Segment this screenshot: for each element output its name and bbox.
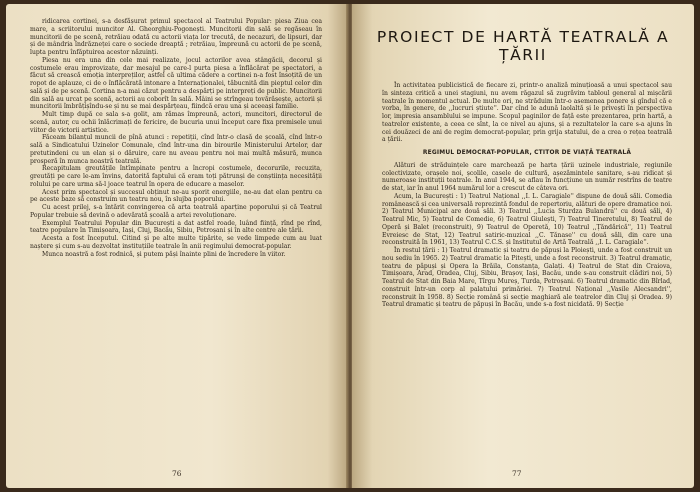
page-number-right: 77 xyxy=(512,469,522,478)
paragraph: ridicarea cortinei, s-a desfășurat primul spectacol al Teatrului Popular: piesa Ziua cea mare, a scriitorului muncitor Al. Gheorghiu-Pogonești. Muncitorii din sală se regăseau în muncitorii de pe scenă, retrăiau odată cu actorii viața lor trecută, de necazuri, de lipsuri, dar și de mândria îndrăzneței care o sociede dreaptă ; retrăiau, împreună cu actorii de pe scenă, lupta pentru înfăptuirea acestor năzuinți. xyxy=(30,18,322,56)
paragraph: Acest prim spectacol și succesul obținut ne-au sporit energiile, ne-au dat elan pentru ca pe aceste baze să construim un teatru nou, în slujba poporului. xyxy=(30,188,322,204)
paragraph: Munca noastră a fost rodnică, și putem păși înainte plini de încredere în viitor. xyxy=(42,250,286,258)
left-page-text xyxy=(30,18,322,258)
paragraph: Alături de străduințele care marchează pe harta țării uzinele industriale, regiunile colectivizate, orașele noi, școlile, casele de cultură, așezămintele sanitare, s-au ridicat și numeroase instituții teatrale. În anul 1944, se aflau în funcțiune un număr restrîns de teatre de stat, iar în anul 1964 numărul lor a crescut de câteva ori. xyxy=(382,161,672,192)
right-page xyxy=(352,4,694,488)
intro-paragraph: În activitatea publicistică de fiecare zi, printr-o analiză minuțioasă a unui spectacol sau în sinteza critică a unei stagiuni, nu avem răgazul să zugrăvim tabloul general al mișcării teatrale în momentul actual. De multe ori, ne străduim într-o asemenea ponere și gîndul că e vorba, în genere, de ,,lucruri știute''. Dar cînd le adună laolaltă și le privești în perspectiva lor, impresia ansamblului se impune. Scopul paginilor de față este prezentarea, prin hartă, a teatrelor existente, a ceea ce sînt, la ce nivel au ajuns, și a rezultatelor la care s-a ajuns în cei douăzeci de ani de regim democrat-popular, prin grija statului, de a crea o rețea teatrală a țării. xyxy=(382,82,672,144)
section-heading: REGIMUL DEMOCRAT-POPULAR, CTITOR DE VIAȚĂ TEATRALĂ xyxy=(422,150,632,156)
paragraph: Mult timp după ce sala s-a golit, am rămas împreună, actori, muncitori, directorul de scenă, autor, cu ochii înlăcrimați de fericire, de bucuria unui început care fixa premisele unui viitor de victorii artistice. xyxy=(30,111,322,134)
paragraph: Cu acest prilej, s-a întărit convingerea că arta teatrală aparține poporului și că Teatrul Popular trebuie să devină o adevărată școală a artei revoluționare. xyxy=(30,204,322,219)
paragraph: Piesa nu era una din cele mai realizate, jocul actorilor avea stângăcii, decorul și costumele erau improvizate, dar mesajul pe care-l purta piesa a înflăcărat pe spectatori, a făcut să crească emoția interpreților, astfel că ultima cădere a cortinei n-a fost însoțită de un ropot de aplauze, ci de o înflăcărată intonare a Internaționalei, tăbucnită din pieptul celor din sală și de pe scenă. Cortina n-a mai căzut pentru a despărți pe interpreți de public. Muncitorii din sală au urcat pe scenă, actorii au coborît în sală. Mâini se strîngeau tovărășește, actorii și muncitorii îmbrățișîndu-se și nu se mai despărțeau, fiindcă erau una și aceeași familie. xyxy=(30,56,322,111)
paragraph: Acesta a fost începutul. Citind și pe alte multe tipărite, se vede limpede cum au luat naștere și cum s-au dezvoltat instituțiile teatrale în anii regimului democrat-popular. xyxy=(30,235,322,250)
paragraph: Făceam bilanțul muncii de pînă atunci : repetiții, cînd într-o clasă de școală, cînd într-o sală a Sindicatului Uzinelor Comunale, cînd într-una din birourile Ministerului Artelor, dar pretutindeni cu un elan și o dăruire, care nu aveau pentru noi mai multă măsură, munca prosperă în munca noastră teatrală. xyxy=(30,134,322,165)
paragraph: Exemplul Teatrului Popular din București a dat astfel roade, luând ființă, rînd pe rînd, teatre populare în Timișoara, Iași, Cluj, Bacău, Sibiu, Petroșani și în alte centre ale țării. xyxy=(30,219,322,235)
book-spread xyxy=(6,4,694,488)
page-number-left: 76 xyxy=(172,469,182,478)
paragraph: Acum, la București : 1) Teatrul Național ,,I. L. Caragiale'' dispune de două săli. Comedia românească și cea universală reprezintă fondul de repertoriu, alături de opere dramatice noi. 2) Teatrul Municipal are două săli. 3) Teatrul ,,Lucia Sturdza Bulandra'' cu două săli, 4) Teatrul Mic, 5) Teatrul de Comedie, 6) Teatrul Giulești, 7) Teatrul Tineretului, 8) Teatrul de Operă și Balet (reconstruit), 9) Teatrul de Operetă, 10) Teatrul ,,Țăndărică'', 11) Teatrul Evreiesc de Stat, 12) Teatrul satiric-muzical ,,C. Tănase'' cu două săli, din care una reconstruită în 1961, 13) Teatrul C.C.S. și Institutul de Artă Teatrală ,,I. L. Caragiale''. xyxy=(382,192,672,247)
left-page xyxy=(6,4,348,488)
right-page-text xyxy=(382,82,672,309)
paragraph: Recapitulam greutățile întîmpinate pentru a încropi costumele, decorurile, recuzita, greutăți pe care le-am învins, datorită faptului că eram toți pătrunși de conștiința necesității rolului pe care urma să-l joace teatrul în opera de educare a maselor. xyxy=(30,165,322,188)
chapter-title: PROIECT DE HARTĂ TEATRALĂ A ȚĂRII xyxy=(376,28,670,64)
paragraph: În restul țării : 1) Teatrul dramatic și teatru de păpuși la Ploiești, unde a fost construit un nou sediu în 1965. 2) Teatrul dramatic la Pitești, unde a fost reconstruit. 3) Teatrul dramatic, teatru de păpuși și Opera la Brăila, Constanța, Galați. 4) Teatrul de Stat din Craiova, Timișoara, Arad, Oradea, Cluj, Sibiu, Brașov, Iași, Bacău, unde s-au construit clădiri noi, 5) Teatrul de Stat din Baia Mare, Tîrgu Mureș, Turda, Petroșani. 6) Teatrul dramatic din Bîrlad, construit într-un corp al palatului primăriei. 7) Teatrul Național ,,Vasile Alecsandri'', reconstruit în 1958. 8) Secție română și secție maghiară ale teatrelor din Cluj și Oradea. 9) Teatrul dramatic și teatru de păpuși în Bacău, unde s-a fost nicidată. 9) Secție xyxy=(382,247,672,309)
